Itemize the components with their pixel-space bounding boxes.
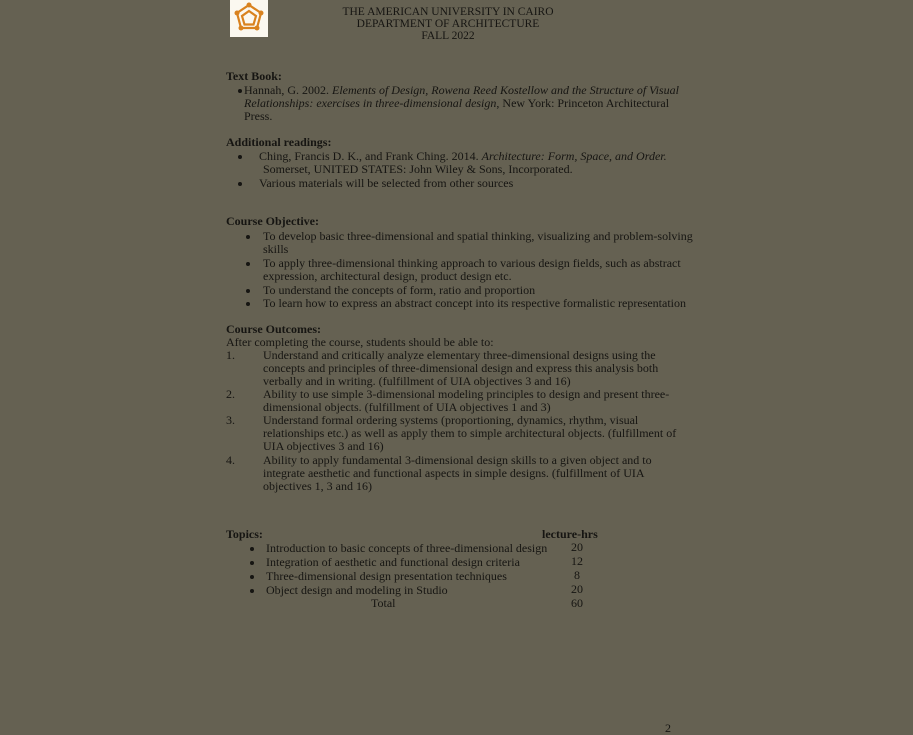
topics-total-label: Total — [371, 596, 396, 610]
bullet-icon — [238, 182, 242, 186]
topic-hours: 20 — [571, 582, 583, 596]
outcome-number: 1. — [226, 348, 235, 362]
outcome-line: concepts and principles of three-dimensional design and express this analysis both — [263, 361, 659, 375]
bullet-icon — [250, 547, 254, 551]
bullet-icon — [238, 89, 242, 93]
outcome-line: Understand formal ordering systems (proportioning, dynamics, rhythm, visual — [263, 413, 639, 427]
bullet-icon — [250, 575, 254, 579]
textbook-line-2 — [244, 97, 669, 110]
department-name: DEPARTMENT OF ARCHITECTURE — [356, 18, 540, 30]
outcome-line: integrate aesthetic and functional aspects in simple designs. (fulfillment of UIA — [263, 466, 645, 480]
outcome-line: relationships etc.) as well as apply them to simple architectural objects. (fulfillment of — [263, 426, 677, 440]
objective-line: To learn how to express an abstract concept into its respective formalistic representation — [263, 296, 687, 310]
outcomes-heading: Course Outcomes: — [226, 322, 321, 336]
objective-line: To understand the concepts of form, ratio and proportion — [263, 283, 536, 297]
objective-line: expression, architectural design, product design etc. — [263, 269, 512, 283]
outcome-number: 3. — [226, 413, 235, 427]
outcome-line: dimensional objects. (fulfillment of UIA objectives 1 and 3) — [263, 400, 551, 414]
outcomes-intro: After completing the course, students should be able to: — [226, 335, 494, 349]
bullet-icon — [246, 302, 250, 306]
topic-hours: 12 — [571, 554, 583, 568]
lecture-hours-heading: lecture-hrs — [542, 527, 598, 541]
textbook-publisher: , New York: Princeton Architectural — [496, 96, 670, 110]
topic-label: Integration of aesthetic and functional design criteria — [266, 555, 520, 569]
bullet-icon — [250, 561, 254, 565]
outcome-line: verbally and in writing. (fulfillment of UIA objectives 3 and 16) — [263, 374, 571, 388]
outcome-line: objectives 1, 3 and 16) — [263, 479, 372, 493]
additional-heading: Additional readings: — [226, 135, 332, 149]
outcome-line: Ability to use simple 3-dimensional modeling principles to design and present three- — [263, 387, 670, 401]
additional-item-1-line-2: Somerset, UNITED STATES: John Wiley & Sons, Incorporated. — [263, 162, 573, 176]
topic-label: Introduction to basic concepts of three-dimensional design — [266, 541, 548, 555]
textbook-author: Hannah, G. 2002. — [244, 83, 332, 97]
topics-heading: Topics: — [226, 527, 263, 541]
outcome-line: Ability to apply fundamental 3-dimensional design skills to a given object and to — [263, 453, 652, 467]
topic-label: Three-dimensional design presentation techniques — [266, 569, 507, 583]
topic-hours: 8 — [574, 568, 580, 582]
reading-title: Architecture: Form, Space, and Order. — [481, 149, 667, 163]
term: FALL 2022 — [421, 30, 475, 42]
university-name: THE AMERICAN UNIVERSITY IN CAIRO — [342, 6, 554, 18]
textbook-line-3: Press. — [244, 109, 273, 123]
textbook-heading: Text Book: — [226, 69, 282, 83]
outcome-line: Understand and critically analyze elementary three-dimensional designs using the — [263, 348, 656, 362]
outcome-number: 4. — [226, 453, 235, 467]
topic-hours: 20 — [571, 540, 583, 554]
additional-item-2: Various materials will be selected from other sources — [259, 176, 514, 190]
bullet-icon — [246, 289, 250, 293]
bullet-icon — [246, 235, 250, 239]
bullet-icon — [246, 262, 250, 266]
reading-author: Ching, Francis D. K., and Frank Ching. 2014. — [259, 149, 482, 163]
objective-heading: Course Objective: — [226, 214, 319, 228]
topics-total-hours: 60 — [571, 596, 583, 610]
objective-line: To develop basic three-dimensional and spatial thinking, visualizing and problem-solving — [263, 229, 693, 243]
objective-line: To apply three-dimensional thinking approach to various design fields, such as abstract — [263, 256, 681, 270]
outcome-line: UIA objectives 3 and 16) — [263, 439, 384, 453]
bullet-icon — [238, 155, 242, 159]
outcome-number: 2. — [226, 387, 235, 401]
bullet-icon — [250, 589, 254, 593]
page-number: 2 — [665, 721, 671, 735]
objective-line: skills — [263, 242, 289, 256]
textbook-title-1: Elements of Design, Rowena Reed Kostellow and the Structure of Visual — [331, 83, 679, 97]
auc-logo-icon — [230, 0, 268, 37]
textbook-title-2: Relationships: exercises in three-dimensional design — [244, 96, 497, 110]
topic-label: Object design and modeling in Studio — [266, 583, 448, 597]
